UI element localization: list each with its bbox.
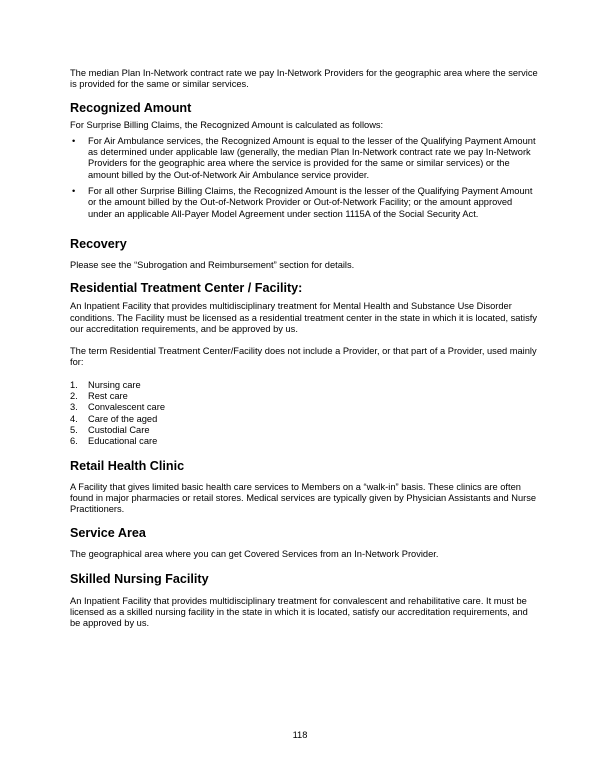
residential-paragraph-2: The term Residential Treatment Center/Facility does not include a Provider, or that part of a Provider, used mainly for: [70,346,537,368]
recovery-paragraph: Please see the “Subrogation and Reimbursement” section for details. [70,259,355,270]
skilled-nursing-heading: Skilled Nursing Facility [70,571,209,586]
retail-paragraph: A Facility that gives limited basic health care services to Members on a “walk-in” basis. These clinics are often found in major pharmacies or retail stores. Medical services are typically given by Physician Assistants and Nurse Practitioners. [70,481,537,515]
recognized-amount-intro: For Surprise Billing Claims, the Recognized Amount is calculated as follows: [70,119,384,130]
recognized-amount-heading: Recognized Amount [70,100,192,115]
residential-paragraph-1: An Inpatient Facility that provides multidisciplinary treatment for Mental Health and Substance Use Disorder conditions. The Facility must be licensed as a residential treatment center in the state in which it is located, satisfy our accreditation requirements, and be approved by us. [70,301,537,334]
recognized-amount-list [70,136,538,220]
list-item: 1. Nursing care [70,379,141,390]
page-number: 118 [292,730,308,740]
bullet-icon: • [72,186,76,197]
list-item [70,136,538,181]
recovery-heading: Recovery [70,236,127,251]
list-item: 2. Rest care [70,391,128,402]
list-item: 6. Educational care [70,436,158,447]
service-area-paragraph: The geographical area where you can get Covered Services from an In-Network Provider. [70,549,439,560]
intro-paragraph: The median Plan In-Network contract rate we pay In-Network Providers for the geographic area where the service is provided for the same or similar services. [70,68,538,90]
residential-exclusions-list [70,380,538,448]
list-item: 5. Custodial Care [70,424,150,435]
service-area-heading: Service Area [70,526,146,541]
document-body [70,68,538,630]
list-item: 3. Convalescent care [70,402,165,413]
skilled-nursing-paragraph: An Inpatient Facility that provides multidisciplinary treatment for convalescent and rehabilitative care. It must be licensed as a skilled nursing facility in the state in which it is located, satisfy our accreditation requirements, and be approved by us. [70,595,528,629]
residential-heading: Residential Treatment Center / Facility: [70,281,303,296]
list-item: 4. Care of the aged [70,413,158,424]
bullet-icon: • [72,135,76,146]
list-item-text: For all other Surprise Billing Claims, the Recognized Amount is the lesser of the Qualifying Payment Amount or the amount billed by the Out-of-Network Provider or Out-of-Network Facility; or the amount approved under an applicable All-Payer Model Agreement under section 1115A of the Social Security Act. [88,186,533,219]
list-item [70,186,538,220]
retail-heading: Retail Health Clinic [70,458,185,473]
list-item-text: For Air Ambulance services, the Recognized Amount is equal to the lesser of the Qualifying Payment Amount as determined under applicable law (generally, the median Plan In-Network contract rate we pay In-Network Providers for the geographic area where the service is provided for the same or similar services) or the amount billed by the Out-of-Network Air Ambulance service provider. [88,135,536,180]
